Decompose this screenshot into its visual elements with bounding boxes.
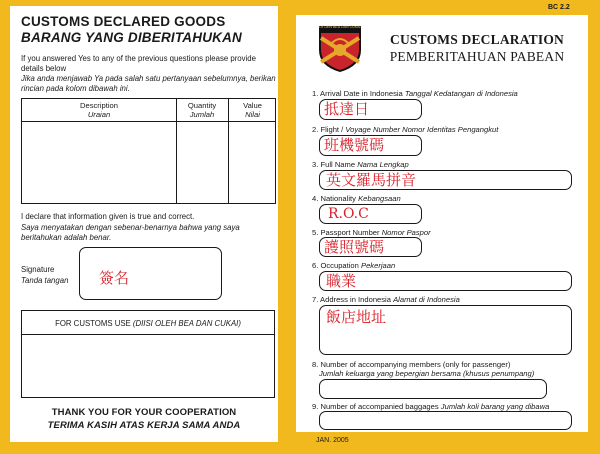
instruction-en: If you answered Yes to any of the previous questions please provide details below [21, 54, 256, 73]
date-code: JAN. 2005 [316, 437, 349, 444]
col-quantity-id: Jumlah [189, 109, 215, 119]
field-5-num: 5. [312, 228, 319, 237]
customs-use-header-line [22, 334, 274, 335]
field-6-label [312, 261, 395, 270]
right-page [296, 15, 588, 432]
field-6-num: 6. [312, 261, 319, 270]
field-7-en: Address in Indonesia [320, 295, 391, 304]
field-4-num: 4. [312, 194, 319, 203]
flight-number-value: 班機號碼 [324, 136, 385, 154]
customs-use-en: FOR CUSTOMS USE [55, 319, 131, 328]
field-1-num: 1. [312, 89, 319, 98]
col-quantity-en: Quantity [187, 101, 217, 110]
nationality-value: R.O.C [328, 206, 369, 222]
field-1-label [312, 89, 518, 98]
instruction-id: Jika anda menjawab Ya pada salah satu pertanyaan sebelumnya, berikan rincian pada kolom dibawah ini. [21, 74, 276, 93]
address-value: 飯店地址 [326, 308, 387, 326]
col-description-en: Description [80, 101, 118, 110]
occupation-value: 職業 [326, 272, 357, 290]
field-7-label [312, 295, 460, 304]
baggages-field[interactable] [319, 411, 572, 430]
field-9-num: 9. [312, 402, 319, 411]
signature-box[interactable] [79, 247, 222, 300]
left-title: CUSTOMS DECLARED GOODS [21, 14, 226, 29]
field-7-num: 7. [312, 295, 319, 304]
logo-text: DITJEN BEA DAN CUKAI [319, 25, 361, 29]
goods-table-header-line [22, 121, 275, 122]
field-4-label [312, 194, 401, 203]
customs-use-box [21, 310, 275, 398]
field-7-id: Alamat di Indonesia [393, 295, 460, 304]
occupation-field[interactable] [319, 271, 572, 291]
signature-value: 簽名 [99, 269, 130, 287]
field-3-en: Full Name [320, 160, 356, 169]
flight-number-field[interactable] [319, 135, 422, 156]
field-3-id: Nama Lengkap [357, 160, 409, 169]
right-title: CUSTOMS DECLARATION [390, 32, 564, 47]
goods-table [21, 98, 276, 204]
left-title-id: BARANG YANG DIBERITAHUKAN [21, 30, 242, 45]
address-field[interactable] [319, 305, 572, 355]
col-value-en: Value [243, 101, 262, 110]
full-name-value: 英文羅馬拼音 [326, 171, 417, 189]
field-2-id: Voyage Number Nomor Identitas Pengangkut [345, 125, 499, 134]
accompanying-members-field[interactable] [319, 379, 547, 399]
shield-emblem-icon [317, 24, 363, 74]
arrival-date-field[interactable] [319, 99, 422, 120]
field-3-num: 3. [312, 160, 319, 169]
thanks-en: THANK YOU FOR YOUR COOPERATION [51, 407, 237, 418]
signature-label-id: Tanda tangan [21, 276, 69, 285]
field-8-num: 8. [312, 360, 319, 369]
customs-use-id: (DIISI OLEH BEA DAN CUKAI) [132, 319, 241, 328]
field-2-label [312, 125, 498, 134]
passport-number-field[interactable] [319, 237, 422, 257]
declaration-id: Saya menyatakan dengan sebenar-benarnya bahwa yang saya beritahukan adalah benar. [21, 223, 240, 242]
full-name-field[interactable] [319, 170, 572, 190]
field-9-id: Jumlah koli barang yang dibawa [440, 402, 550, 411]
arrival-date-value: 抵達日 [324, 100, 370, 118]
passport-number-value: 護照號碼 [324, 238, 385, 256]
field-1-id: Tanggal Kedatangan di Indonesia [404, 89, 518, 98]
field-6-id: Pekerjaan [361, 261, 396, 270]
field-8-label [312, 360, 510, 369]
field-5-id: Nomor Paspor [381, 228, 431, 237]
col-quantity-header [176, 102, 228, 119]
thanks-id: TERIMA KASIH ATAS KERJA SAMA ANDA [47, 420, 241, 431]
customs-logo [317, 24, 363, 74]
field-9-en: Number of accompanied baggages [320, 402, 439, 411]
field-1-en: Arrival Date in Indonesia [320, 89, 403, 98]
field-8-id: Jumlah keluarga yang bepergian bersama (khusus penumpang) [319, 369, 535, 378]
left-page [10, 6, 278, 442]
field-8-en: Number of accompanying members (only for passenger) [320, 360, 511, 369]
col-description-header [22, 102, 176, 119]
form-code: BC 2.2 [548, 4, 570, 11]
signature-label-en: Signature [21, 265, 55, 274]
col-description-id: Uraian [87, 109, 111, 119]
field-2-en: Flight / [320, 125, 344, 134]
field-9-label [312, 402, 549, 411]
col-value-id: Nilai [245, 109, 260, 119]
right-title-id: PEMBERITAHUAN PABEAN [389, 49, 565, 64]
field-5-label [312, 228, 431, 237]
field-4-id: Kebangsaan [358, 194, 401, 203]
customs-use-title [22, 319, 274, 328]
field-3-label [312, 160, 409, 169]
field-5-en: Passport Number [320, 228, 380, 237]
field-6-en: Occupation [320, 261, 359, 270]
field-4-en: Nationality [320, 194, 356, 203]
col-value-header [228, 102, 277, 119]
declaration-en: I declare that information given is true and correct. [21, 212, 195, 221]
nationality-field[interactable] [319, 204, 422, 224]
field-2-num: 2. [312, 125, 319, 134]
